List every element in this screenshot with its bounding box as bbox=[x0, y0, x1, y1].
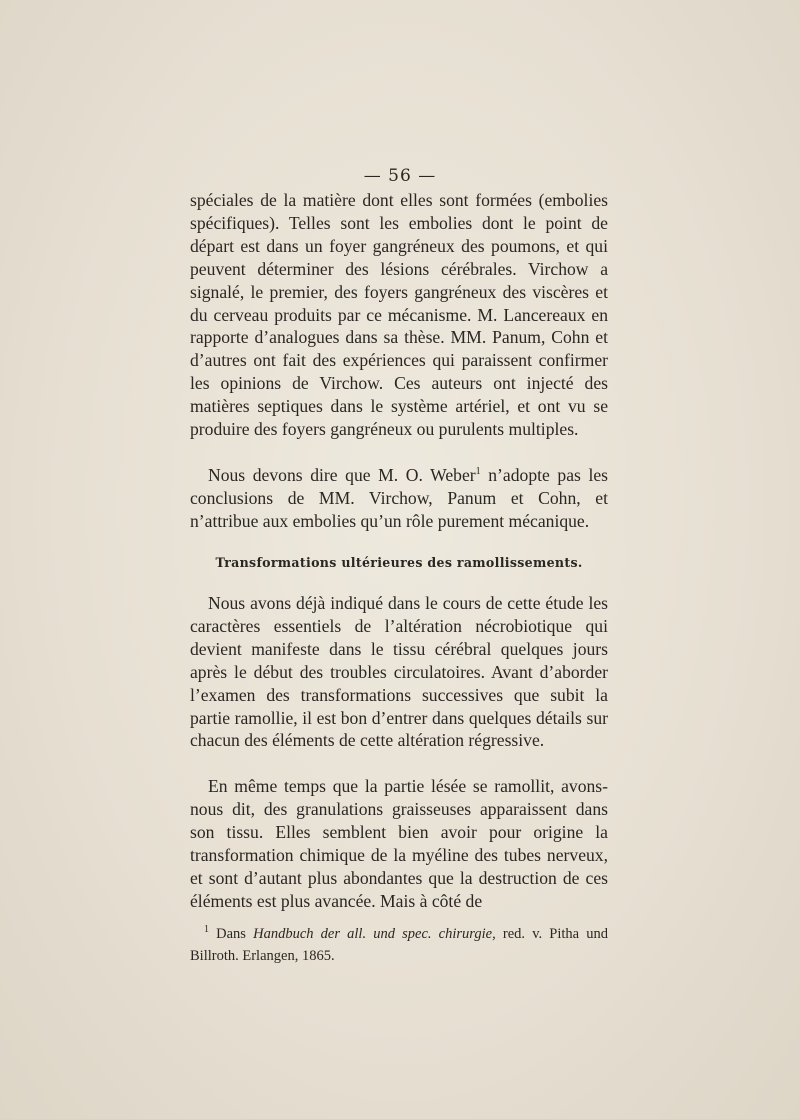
paragraph-4-text: En même temps que la partie lésée se ramollit, avons-nous dit, des granulations graisseuses apparaissent dans son tissu. Elles semblent bien avoir pour origine la transformation chimique de la myéline des tubes nerveux, et sont d’autant plus abondantes que la destruction de ces éléments est plus avancée. Mais à côté de bbox=[190, 776, 608, 911]
footnote-mark: 1 bbox=[204, 924, 209, 936]
paragraph-3-text: Nous avons déjà indiqué dans le cours de cette étude les caractères essentiels de l’altération nécrobiotique qui devient manifeste dans le tissu cérébral quelques jours après le début des troubles circulatoires. Avant d’aborder l’examen des transformations successives que subit la partie ramollie, il est bon d’entrer dans quelques détails sur chacun des éléments de cette altération régressive. bbox=[190, 593, 608, 751]
paragraph-3 bbox=[190, 592, 608, 752]
section-heading: Transformations ultérieures des ramollissements. bbox=[215, 555, 583, 570]
footnote-suffix: red. v. Pitha und Billroth. Erlangen, 1865. bbox=[190, 926, 608, 964]
footnote-prefix: Dans bbox=[209, 926, 254, 942]
paragraph-4 bbox=[190, 775, 608, 912]
paragraph-2-text-start: Nous devons dire que M. O. Weber bbox=[208, 465, 476, 485]
footnote-title: Handbuch der all. und spec. chirurgie, bbox=[253, 926, 496, 942]
page-number: — 56 — bbox=[363, 166, 437, 186]
paragraph-2-text-end: n’adopte pas les conclusions de MM. Virchow, Panum et Cohn, et n’attribue aux embolies qu’un rôle purement mécanique. bbox=[190, 465, 609, 531]
paragraph-1 bbox=[190, 189, 608, 441]
footnote bbox=[190, 923, 608, 967]
paragraph-1-text: spéciales de la matière dont elles sont formées (embolies spécifiques). Telles sont les embolies dont le point de départ est dans un foyer gangréneux des poumons, et qui peuvent déterminer des lésions cérébrales. Virchow a signalé, le premier, des foyers gangréneux des viscères et du cerveau produits par ce mécanisme. M. Lancereaux en rapporte d’analogues dans sa thèse. MM. Panum, Cohn et d’autres ont fait des expériences qui paraissent confirmer les opinions de Virchow. Ces auteurs ont injecté des matières septiques dans le système artériel, et ont vu se produire des foyers gangréneux ou purulents multiples. bbox=[190, 190, 608, 440]
paragraph-2 bbox=[190, 464, 608, 533]
footnote-reference[interactable]: 1 bbox=[475, 466, 481, 478]
